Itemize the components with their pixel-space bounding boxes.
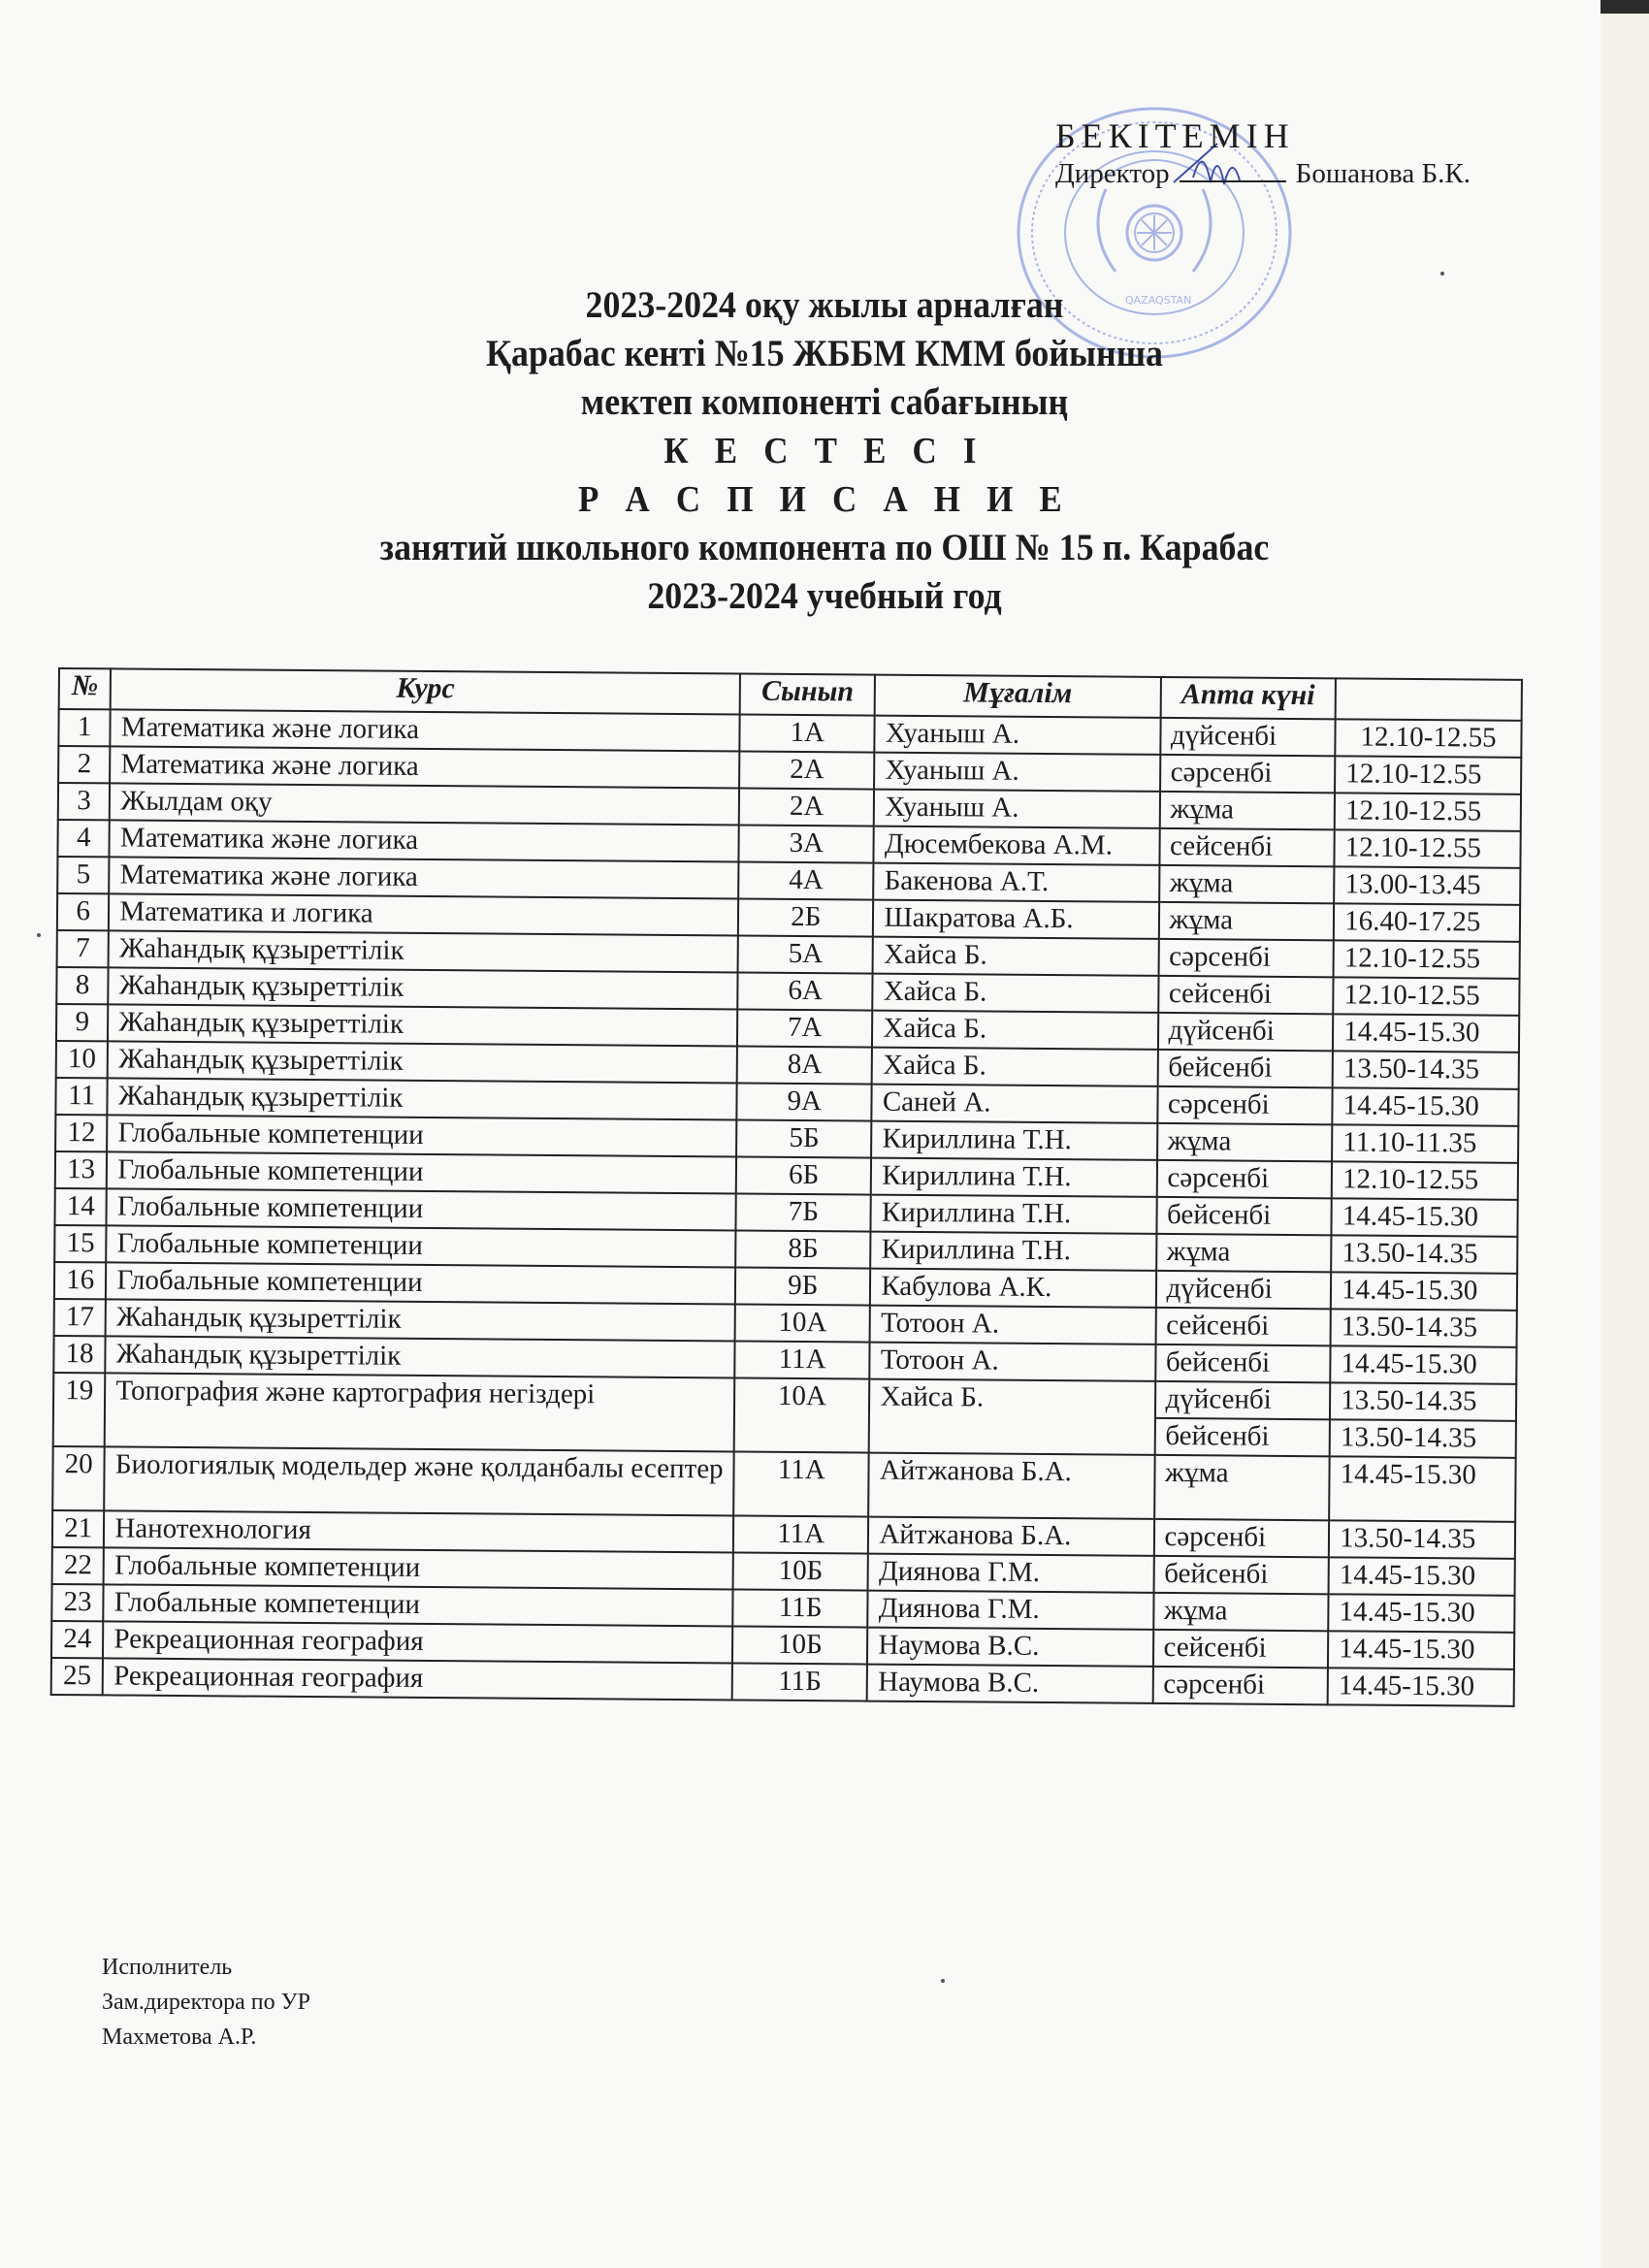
cell-class: 10А <box>735 1305 871 1343</box>
cell-no: 3 <box>58 783 111 820</box>
cell-course: Жаһандық құзыреттілік <box>108 1041 737 1083</box>
cell-class: 3А <box>739 826 875 863</box>
cell-day: бейсенбі <box>1155 1345 1331 1382</box>
cell-course: Нанотехнология <box>104 1510 733 1552</box>
cell-teacher: Наумова В.С. <box>867 1628 1152 1667</box>
heading-title-ru: Р А С П И С А Н И Е <box>578 479 1071 520</box>
cell-teacher: Диянова Г.М. <box>868 1591 1153 1630</box>
cell-day: дүйсенбі <box>1154 1381 1330 1419</box>
cell-day: дүйсенбі <box>1157 1013 1333 1051</box>
header-class: Сынып <box>740 674 876 716</box>
cell-time: 14.45-15.30 <box>1328 1668 1514 1706</box>
cell-no: 19 <box>53 1373 106 1446</box>
cell-course: Математика және логика <box>110 746 739 788</box>
cell-no: 6 <box>57 893 110 930</box>
cell-day: жұма <box>1154 1455 1330 1520</box>
cell-course: Жаһандық құзыреттілік <box>106 1299 735 1341</box>
cell-teacher: Кириллина Т.Н. <box>871 1121 1156 1160</box>
cell-course: Математика және логика <box>111 709 740 751</box>
signature-line <box>1180 157 1286 182</box>
cell-no: 24 <box>51 1621 104 1658</box>
header-course: Курс <box>111 668 740 714</box>
cell-teacher: Бакенова А.Т. <box>874 863 1159 902</box>
cell-course: Глобальные компетенции <box>107 1151 736 1193</box>
cell-teacher: Хайса Б. <box>873 974 1158 1013</box>
cell-day: дүйсенбі <box>1160 718 1336 756</box>
approval-name: Бошанова Б.К. <box>1295 158 1471 189</box>
cell-day: сейсенбі <box>1158 976 1334 1014</box>
cell-teacher: Хуаныш А. <box>875 716 1160 755</box>
table-row <box>52 1446 1515 1522</box>
cell-teacher: Наумова В.С. <box>867 1665 1152 1703</box>
cell-teacher: Саней А. <box>872 1085 1157 1123</box>
cell-class: 11Б <box>732 1663 868 1701</box>
cell-teacher: Кириллина Т.Н. <box>871 1195 1156 1234</box>
cell-time: 14.45-15.30 <box>1330 1345 1516 1384</box>
cell-time: 14.45-15.30 <box>1333 1087 1519 1126</box>
cell-teacher: Хайса Б. <box>872 1011 1157 1050</box>
emblem-center <box>1127 206 1181 260</box>
cell-time: 12.10-12.55 <box>1335 793 1521 831</box>
cell-class: 7Б <box>736 1194 872 1232</box>
cell-no: 16 <box>54 1262 107 1299</box>
cell-no: 7 <box>57 930 110 967</box>
scan-speck <box>37 933 41 937</box>
cell-no: 10 <box>56 1041 109 1078</box>
cell-day: бейсенбі <box>1153 1556 1329 1594</box>
cell-day: сәрсенбі <box>1153 1519 1329 1557</box>
cell-class: 10А <box>734 1377 870 1452</box>
cell-teacher: Кабулова А.К. <box>870 1269 1155 1308</box>
approval-title: БЕКІТЕМІН <box>1055 116 1295 155</box>
cell-time: 16.40-17.25 <box>1334 903 1520 942</box>
cell-class: 4А <box>738 862 874 900</box>
cell-teacher: Дюсембекова А.М. <box>874 826 1159 865</box>
cell-day: жұма <box>1157 1123 1333 1161</box>
cell-course: Рекреационная география <box>103 1658 732 1700</box>
cell-no: 2 <box>58 746 111 783</box>
cell-teacher: Хайса Б. <box>869 1379 1155 1455</box>
cell-day: дүйсенбі <box>1155 1271 1331 1309</box>
cell-time: 14.45-15.30 <box>1331 1272 1517 1311</box>
cell-course: Жаһандық құзыреттілік <box>108 1004 737 1046</box>
cell-course: Глобальные компетенции <box>107 1115 736 1156</box>
cell-time: 13.50-14.35 <box>1330 1382 1516 1421</box>
cell-time: 14.45-15.30 <box>1328 1631 1514 1669</box>
cell-time: 12.10-12.55 <box>1335 719 1521 758</box>
cell-class: 10Б <box>733 1552 869 1590</box>
cell-day: сейсенбі <box>1155 1308 1331 1345</box>
cell-time: 12.10-12.55 <box>1333 977 1519 1016</box>
cell-teacher: Хуаныш А. <box>874 790 1159 828</box>
cell-class: 11А <box>733 1515 869 1553</box>
cell-course: Глобальные компетенции <box>104 1547 733 1589</box>
header-teacher: Мұғалім <box>875 675 1160 718</box>
cell-class: 2Б <box>738 899 874 937</box>
cell-no: 14 <box>54 1188 107 1225</box>
cell-time: 14.45-15.30 <box>1328 1594 1514 1633</box>
cell-course: Математика және логика <box>110 820 739 861</box>
cell-class: 11А <box>734 1342 870 1379</box>
cell-day: бейсенбі <box>1156 1197 1332 1235</box>
cell-no: 5 <box>57 857 110 893</box>
cell-teacher: Тотоон А. <box>870 1343 1155 1381</box>
cell-no: 8 <box>56 967 109 1004</box>
cell-course: Глобальные компетенции <box>107 1225 736 1267</box>
cell-course: Глобальные компетенции <box>107 1188 736 1230</box>
cell-no: 12 <box>55 1115 108 1151</box>
cell-class: 9Б <box>735 1268 871 1306</box>
cell-no: 25 <box>51 1658 104 1695</box>
cell-time: 14.45-15.30 <box>1333 1014 1519 1053</box>
schedule-table <box>50 667 1523 1707</box>
document-heading <box>0 281 1649 621</box>
cell-teacher: Айтжанова Б.А. <box>869 1453 1155 1519</box>
cell-no: 21 <box>52 1510 105 1547</box>
cell-course: Глобальные компетенции <box>104 1584 733 1626</box>
cell-class: 5А <box>738 936 874 974</box>
scan-speck <box>1440 272 1444 275</box>
cell-time: 12.10-12.55 <box>1335 756 1521 794</box>
cell-day: жұма <box>1159 792 1335 829</box>
cell-day: сәрсенбі <box>1156 1160 1332 1198</box>
cell-teacher: Хайса Б. <box>872 1048 1157 1086</box>
cell-teacher: Кириллина Т.Н. <box>871 1158 1156 1197</box>
cell-day: жұма <box>1159 865 1335 903</box>
cell-course: Математика и логика <box>109 893 738 935</box>
cell-class: 5Б <box>736 1120 872 1158</box>
cell-time: 13.50-14.35 <box>1331 1309 1517 1347</box>
cell-no: 22 <box>52 1547 105 1584</box>
cell-no: 18 <box>53 1336 106 1373</box>
heading-line-1: 2023-2024 оқу жылы арналған <box>585 284 1064 326</box>
cell-no: 13 <box>55 1151 108 1188</box>
cell-time: 13.50-14.35 <box>1331 1235 1517 1274</box>
cell-course: Математика және логика <box>110 857 739 898</box>
cell-class: 10Б <box>732 1626 868 1664</box>
cell-time: 12.10-12.55 <box>1334 940 1520 979</box>
cell-no: 17 <box>54 1299 107 1336</box>
cell-day: бейсенбі <box>1157 1050 1333 1087</box>
cell-class: 11А <box>733 1451 869 1516</box>
cell-class: 9А <box>736 1084 872 1121</box>
cell-day: жұма <box>1156 1234 1332 1272</box>
cell-day: сәрсенбі <box>1152 1667 1328 1704</box>
footer-position: Зам.директора по УР <box>102 1990 310 2015</box>
cell-teacher: Хайса Б. <box>873 937 1158 976</box>
cell-day: жұма <box>1153 1593 1329 1631</box>
cell-day: сәрсенбі <box>1157 1086 1333 1124</box>
cell-class: 6А <box>737 973 873 1011</box>
scan-speck <box>941 1979 945 1983</box>
cell-time: 11.10-11.35 <box>1332 1124 1518 1163</box>
heading-line-2: Қарабас кенті №15 ЖББМ КММ бойынша <box>486 333 1163 374</box>
cell-day: сейсенбі <box>1152 1630 1328 1668</box>
cell-time: 13.50-14.35 <box>1330 1419 1516 1458</box>
header-no: № <box>59 668 112 709</box>
cell-no: 9 <box>56 1004 109 1041</box>
cell-time: 14.45-15.30 <box>1329 1456 1515 1522</box>
header-time <box>1336 678 1522 721</box>
cell-class: 2А <box>739 789 875 826</box>
cell-time: 14.45-15.30 <box>1332 1198 1518 1237</box>
cell-no: 20 <box>52 1446 105 1510</box>
cell-no: 1 <box>58 709 111 746</box>
cell-day: бейсенбі <box>1154 1418 1330 1456</box>
cell-day: жұма <box>1158 902 1334 940</box>
cell-course: Жаһандық құзыреттілік <box>109 967 738 1009</box>
cell-teacher: Шакратова А.Б. <box>873 900 1158 939</box>
cell-class: 1А <box>739 715 875 753</box>
cell-teacher: Диянова Г.М. <box>868 1554 1153 1593</box>
approval-block <box>1055 116 1471 189</box>
cell-course: Жылдам оқу <box>110 783 739 825</box>
cell-course: Глобальные компетенции <box>106 1262 735 1304</box>
cell-class: 11Б <box>732 1589 868 1627</box>
cell-course: Жаһандық құзыреттілік <box>109 930 738 972</box>
cell-course: Биологиялық модельдер және қолданбалы есептер <box>105 1446 734 1515</box>
cell-teacher: Кириллина Т.Н. <box>871 1232 1156 1271</box>
approval-role: Директор <box>1055 158 1170 189</box>
cell-class: 6Б <box>736 1157 872 1195</box>
heading-line-6: занятий школьного компонента по ОШ № 15 п. Карабас <box>379 527 1270 568</box>
cell-teacher: Айтжанова Б.А. <box>868 1517 1153 1556</box>
cell-class: 8Б <box>735 1231 871 1269</box>
cell-course: Жаһандық құзыреттілік <box>106 1336 735 1377</box>
cell-day: сейсенбі <box>1159 828 1335 866</box>
cell-teacher: Тотоон А. <box>870 1306 1155 1345</box>
cell-course: Топография және картография негіздері <box>105 1373 734 1451</box>
cell-day: сәрсенбі <box>1158 939 1334 977</box>
cell-class: 7А <box>737 1010 873 1048</box>
cell-class: 2А <box>739 752 875 790</box>
cell-course: Рекреационная география <box>103 1621 732 1663</box>
heading-line-3: мектеп компоненті сабағының <box>580 381 1069 423</box>
cell-no: 4 <box>57 820 110 857</box>
cell-day: сәрсенбі <box>1160 755 1336 793</box>
cell-teacher: Хуаныш А. <box>874 753 1159 792</box>
footer-signoff <box>102 1950 310 2055</box>
cell-time: 14.45-15.30 <box>1329 1557 1515 1596</box>
cell-no: 11 <box>55 1078 108 1115</box>
heading-line-7: 2023-2024 учебный год <box>647 575 1002 617</box>
heading-title-kz: К Е С Т Е С І <box>663 431 986 471</box>
scan-border <box>1600 0 1649 14</box>
cell-class: 8А <box>737 1047 873 1085</box>
footer-executor-label: Исполнитель <box>102 1955 233 1980</box>
cell-no: 23 <box>51 1584 104 1621</box>
stamp-emblem-label: QAZAQSTAN <box>1125 294 1192 307</box>
footer-name: Махметова А.Р. <box>102 2025 257 2050</box>
cell-time: 12.10-12.55 <box>1335 829 1521 868</box>
cell-time: 13.50-14.35 <box>1333 1051 1519 1089</box>
cell-no: 15 <box>54 1225 107 1262</box>
cell-time: 12.10-12.55 <box>1332 1161 1518 1200</box>
cell-course: Жаһандық құзыреттілік <box>108 1078 737 1119</box>
cell-time: 13.50-14.35 <box>1329 1520 1515 1559</box>
cell-time: 13.00-13.45 <box>1334 866 1520 905</box>
header-day: Апта күні <box>1160 677 1336 719</box>
